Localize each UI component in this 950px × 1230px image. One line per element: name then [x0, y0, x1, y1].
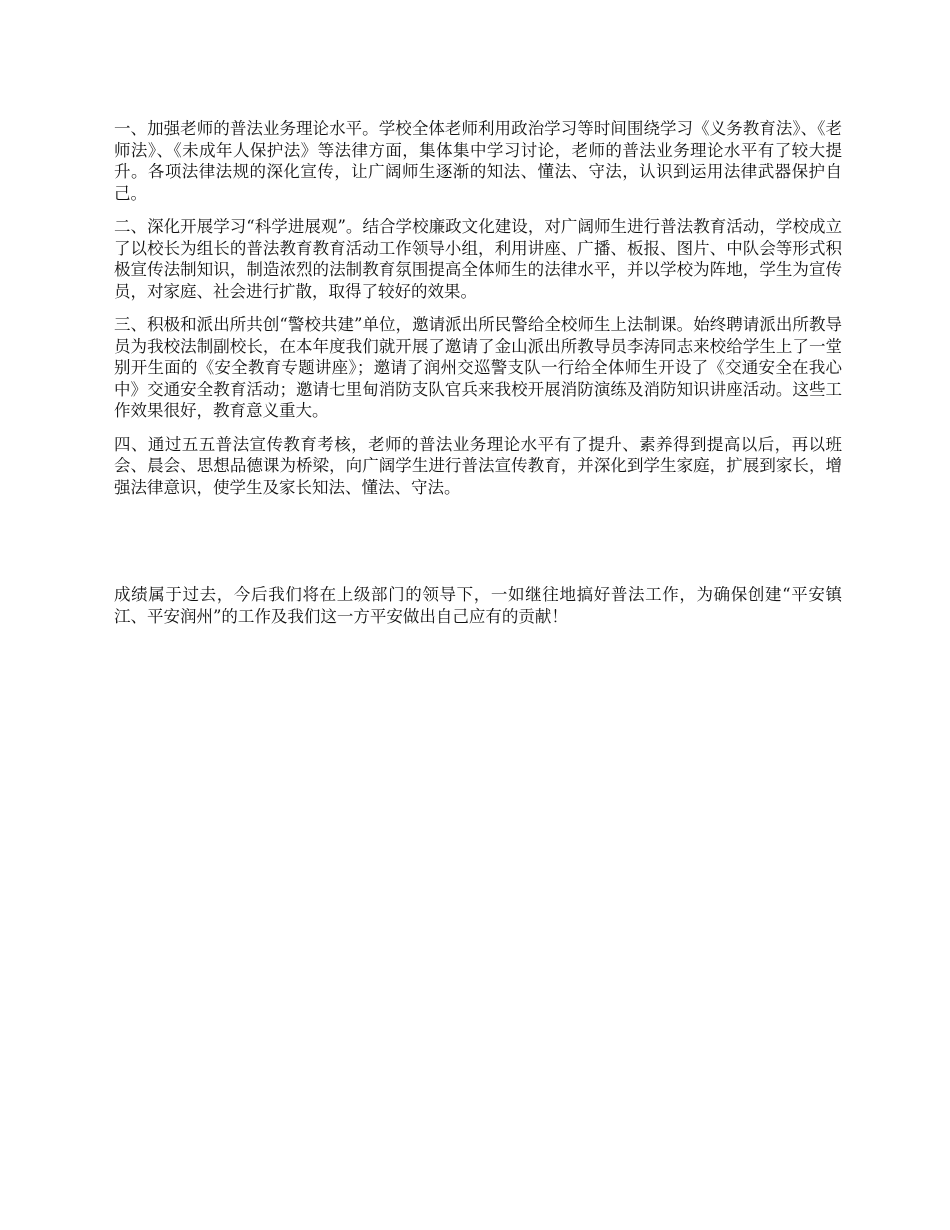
document-body — [114, 118, 842, 639]
paragraph-fifth-five-year-assessment: 四、通过五五普法宣传教育考核，老师的普法业务理论水平有了提升、素养得到提高以后，再以班会、晨会、思想品德课为桥梁，向广阔学生进行普法宣传教育，并深化到学生家庭，扩展到家长，增强法律意识，使学生及家长知法、懂法、守法。 — [114, 434, 842, 497]
section-gap — [114, 510, 842, 584]
paragraph-strengthen-teacher-legal-theory: 一、加强老师的普法业务理论水平。学校全体老师利用政治学习等时间围绕学习《义务教育法》、《老师法》、《未成年人保护法》等法律方面，集体集中学习讨论，老师的普法业务理论水平有了较大提升。各项法律法规的深化宣传，让广阔师生逐渐的知法、懂法、守法，认识到运用法律武器保护自己。 — [114, 119, 842, 203]
paragraph-police-school-cooperation: 三、积极和派出所共创“警校共建”单位，邀请派出所民警给全校师生上法制课。始终聘请派出所教导员为我校法制副校长，在本年度我们就开展了邀请了金山派出所教导员李涛同志来校给学生上了一堂别开生面的《安全教育专题讲座》；邀请了润州交巡警支队一行给全体师生开设了《交通安全在我心中》交通安全教育活动；邀请七里甸消防支队官兵来我校开展消防演练及消防知识讲座活动。这些工作效果很好，教育意义重大。 — [114, 315, 842, 420]
paragraph-scientific-development: 二、深化开展学习“科学进展观”。结合学校廉政文化建设，对广阔师生进行普法教育活动，学校成立了以校长为组长的普法教育教育活动工作领导小组，利用讲座、广播、板报、图片、中队会等形式积极宣传法制知识，制造浓烈的法制教育氛围提高全体师生的法律水平，并以学校为阵地，学生为宣传员，对家庭、社会进行扩散，取得了较好的效果。 — [114, 217, 842, 301]
closing-paragraph: 成绩属于过去，今后我们将在上级部门的领导下，一如继往地搞好普法工作，为确保创建“平安镇江、平安润州”的工作及我们这一方平安做出自己应有的贡献！ — [114, 585, 842, 626]
